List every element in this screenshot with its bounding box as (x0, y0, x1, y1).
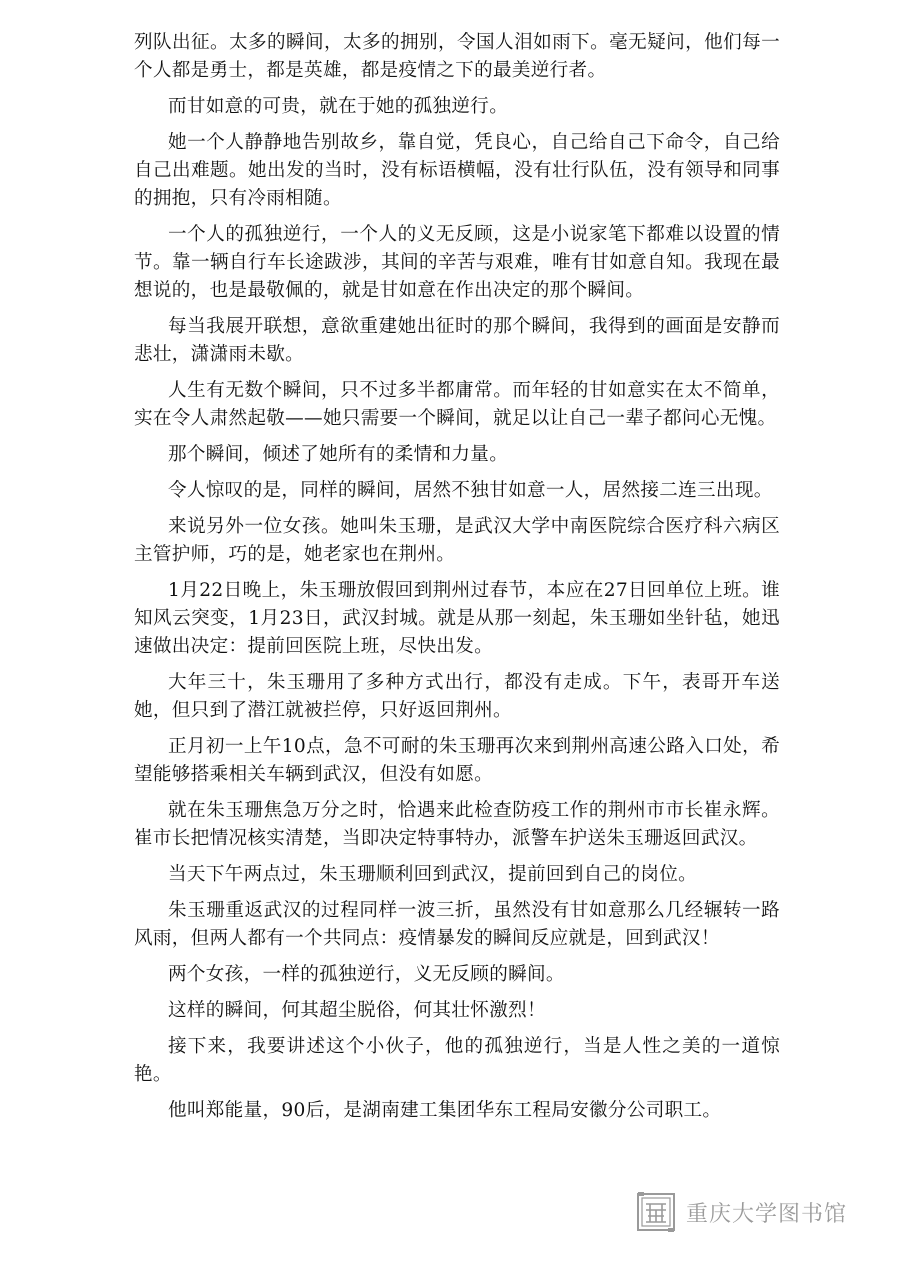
library-watermark (636, 1190, 847, 1234)
paragraph: 当天下午两点过，朱玉珊顺利回到武汉，提前回到自己的岗位。 (168, 864, 698, 885)
paragraph: 列队出征。太多的瞬间，太多的拥别，令国人泪如雨下。毫无疑问，他们每一个人都是勇士，都是英雄，都是疫情之下的最美逆行者。 (134, 32, 780, 81)
paragraph: 接下来，我要讲述这个小伙子，他的孤独逆行，当是人性之美的一道惊艳。 (134, 1036, 780, 1085)
paragraph: 就在朱玉珊焦急万分之时，恰遇来此检查防疫工作的荆州市市长崔永辉。崔市长把情况核实清楚，当即决定特事特办，派警车护送朱玉珊返回武汉。 (134, 800, 780, 849)
paragraph: 这样的瞬间，何其超尘脱俗，何其壮怀激烈！ (168, 1000, 546, 1021)
paragraph: 1月22日晚上，朱玉珊放假回到荆州过春节，本应在27日回单位上班。谁知风云突变，1月23日，武汉封城。就是从那一刻起，朱玉珊如坐针毡，她迅速做出决定：提前回医院上班，尽快出发。 (134, 580, 780, 657)
paragraph: 大年三十，朱玉珊用了多种方式出行，都没有走成。下午，表哥开车送她，但只到了潜江就被拦停，只好返回荆州。 (134, 672, 780, 721)
watermark-text: 重庆大学图书馆 (686, 1201, 848, 1227)
paragraph: 每当我展开联想，意欲重建她出征时的那个瞬间，我得到的画面是安静而悲壮，潇潇雨未歇。 (134, 316, 780, 365)
paragraph: 她一个人静静地告别故乡，靠自觉，凭良心，自己给自己下命令，自己给自己出难题。她出发的当时，没有标语横幅，没有壮行队伍，没有领导和同事的拥抱，只有冷雨相随。 (134, 132, 780, 209)
paragraph: 来说另外一位女孩。她叫朱玉珊，是武汉大学中南医院综合医疗科六病区主管护师，巧的是，她老家也在荆州。 (134, 516, 780, 565)
article-body (134, 29, 780, 1133)
paragraph: 而甘如意的可贵，就在于她的孤独逆行。 (168, 96, 509, 117)
paragraph: 一个人的孤独逆行，一个人的义无反顾，这是小说家笔下都难以设置的情节。靠一辆自行车长途跋涉，其间的辛苦与艰难，唯有甘如意自知。我现在最想说的，也是最敬佩的，就是甘如意在作出决定的那个瞬间。 (134, 224, 780, 301)
paragraph: 他叫郑能量，90后，是湖南建工集团华东工程局安徽分公司职工。 (168, 1100, 722, 1121)
paragraph: 令人惊叹的是，同样的瞬间，居然不独甘如意一人，居然接二连三出现。 (168, 480, 773, 501)
library-logo-icon (636, 1192, 676, 1232)
paragraph: 人生有无数个瞬间，只不过多半都庸常。而年轻的甘如意实在太不简单，实在令人肃然起敬——她只需要一个瞬间，就足以让自己一辈子都问心无愧。 (134, 380, 780, 429)
paragraph: 那个瞬间，倾述了她所有的柔情和力量。 (168, 444, 509, 465)
paragraph: 两个女孩，一样的孤独逆行，义无反顾的瞬间。 (168, 964, 565, 985)
paragraph: 正月初一上午10点，急不可耐的朱玉珊再次来到荆州高速公路入口处，希望能够搭乘相关车辆到武汉，但没有如愿。 (134, 736, 780, 785)
paragraph: 朱玉珊重返武汉的过程同样一波三折，虽然没有甘如意那么几经辗转一路风雨，但两人都有一个共同点：疫情暴发的瞬间反应就是，回到武汉！ (134, 900, 780, 949)
